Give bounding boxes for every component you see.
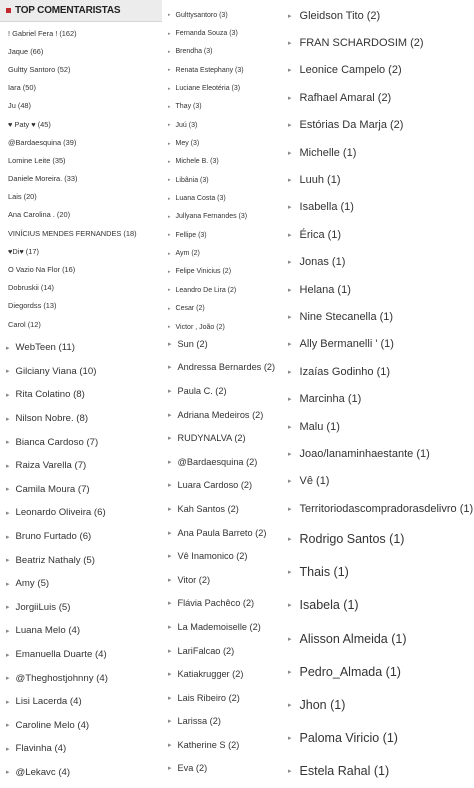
commenter-item[interactable] <box>6 383 162 407</box>
commenter-item[interactable] <box>168 79 298 97</box>
bullet-arrow-icon: ▸ <box>6 604 10 612</box>
bullet-arrow-icon: ▸ <box>288 450 292 458</box>
commenter-item[interactable] <box>168 403 293 427</box>
commenter-name[interactable]: Amy (5) <box>15 578 50 590</box>
commenter-item[interactable] <box>168 450 293 474</box>
commenter-item[interactable] <box>168 300 298 318</box>
commenter-item[interactable] <box>6 643 162 667</box>
commenter-item[interactable] <box>6 360 162 384</box>
commenter-item[interactable] <box>6 572 162 596</box>
commenter-name[interactable]: Carol (12) <box>8 319 41 329</box>
commenters-column-1-bottom <box>6 336 162 784</box>
commenter-name[interactable]: Victor , João (2) <box>175 323 225 331</box>
commenter-item[interactable] <box>168 639 293 663</box>
commenter-name[interactable]: Érica (1) <box>299 228 342 241</box>
commenter-name[interactable]: Jonas (1) <box>299 256 346 269</box>
bullet-arrow-icon: ▸ <box>6 722 10 730</box>
commenter-item[interactable] <box>168 43 298 61</box>
commenter-name[interactable]: Luana Melo (4) <box>15 625 81 637</box>
commenter-name[interactable]: Larissa (2) <box>177 716 221 727</box>
commenter-name[interactable]: Kah Santos (2) <box>177 503 239 514</box>
bullet-arrow-icon: ▸ <box>168 140 171 147</box>
commenter-item[interactable] <box>8 206 163 224</box>
bullet-arrow-icon: ▸ <box>288 40 292 48</box>
commenter-name[interactable]: Jullyana Fernandes (3) <box>175 213 248 221</box>
commenter-item[interactable] <box>288 589 474 622</box>
commenter-item[interactable] <box>8 224 163 242</box>
commenter-item[interactable] <box>288 139 474 166</box>
commenter-item[interactable] <box>288 522 474 555</box>
commenter-item[interactable] <box>288 84 474 111</box>
bullet-arrow-icon: ▸ <box>168 268 171 275</box>
bullet-arrow-icon: ▸ <box>168 364 172 372</box>
bullet-arrow-icon: ▸ <box>168 576 172 584</box>
commenter-item[interactable] <box>168 356 293 380</box>
bullet-arrow-icon: ▸ <box>6 462 10 470</box>
commenter-name[interactable]: Jaque (66) <box>8 46 44 56</box>
commenter-item[interactable] <box>8 42 163 60</box>
commenter-name[interactable]: Michelle (1) <box>299 146 357 159</box>
commenter-item[interactable] <box>6 548 162 572</box>
commenter-item[interactable] <box>288 221 474 248</box>
commenter-item[interactable] <box>6 478 162 502</box>
bullet-arrow-icon: ▸ <box>288 231 292 239</box>
commenter-item[interactable] <box>168 686 293 710</box>
commenter-name[interactable]: @Bardaesquina (2) <box>177 456 258 467</box>
bullet-arrow-icon: ▸ <box>168 250 171 257</box>
commenter-name[interactable]: Lisi Lacerda (4) <box>15 696 82 708</box>
commenter-item[interactable] <box>288 57 474 84</box>
commenter-item[interactable] <box>168 615 293 639</box>
commenter-item[interactable] <box>8 242 163 260</box>
bullet-arrow-icon: ▸ <box>168 177 171 184</box>
commenter-item[interactable] <box>288 385 474 412</box>
bullet-arrow-icon: ▸ <box>168 741 172 749</box>
bullet-arrow-icon: ▸ <box>288 286 292 294</box>
commenter-item[interactable] <box>168 592 293 616</box>
commenter-item[interactable] <box>8 97 163 115</box>
bullet-arrow-icon: ▸ <box>168 85 171 92</box>
bullet-arrow-icon: ▸ <box>288 423 292 431</box>
bullet-arrow-icon: ▸ <box>6 368 10 376</box>
commenter-name[interactable]: Rafhael Amaral (2) <box>299 91 392 104</box>
commenter-name[interactable]: Michele B. (3) <box>175 158 219 166</box>
commenter-item[interactable] <box>6 430 162 454</box>
commenter-item[interactable] <box>8 133 163 151</box>
commenter-item[interactable] <box>8 151 163 169</box>
bullet-arrow-icon: ▸ <box>168 694 172 702</box>
commenter-name[interactable]: Isabela (1) <box>299 598 359 613</box>
header-title: TOP COMENTARISTAS <box>15 5 121 16</box>
commenter-item[interactable] <box>6 525 162 549</box>
commenter-name[interactable]: LariFalcao (2) <box>177 645 235 656</box>
bullet-arrow-icon: ▸ <box>6 698 10 706</box>
commenter-item[interactable] <box>8 115 163 133</box>
commenter-item[interactable] <box>6 501 162 525</box>
commenter-name[interactable]: RUDYNALVA (2) <box>177 433 246 444</box>
bullet-arrow-icon: ▸ <box>168 411 172 419</box>
commenter-item[interactable] <box>168 662 293 686</box>
commenter-item[interactable] <box>168 263 298 281</box>
commenter-name[interactable]: Camila Moura (7) <box>15 483 90 495</box>
commenter-name[interactable]: @Lekavc (4) <box>15 766 71 778</box>
commenter-name[interactable]: Gultty Santoro (52) <box>8 64 71 74</box>
commenter-item[interactable] <box>288 688 474 721</box>
bullet-arrow-icon: ▸ <box>168 158 171 165</box>
commenter-name[interactable]: Gulttysantoro (3) <box>175 11 228 19</box>
bullet-arrow-icon: ▸ <box>6 745 10 753</box>
commenter-name[interactable]: Andressa Bernardes (2) <box>177 362 276 373</box>
commenter-item[interactable] <box>168 208 298 226</box>
bullet-arrow-icon: ▸ <box>6 344 10 352</box>
bullet-arrow-icon: ▸ <box>288 204 292 212</box>
commenter-name[interactable]: Joao/lanaminhaestante (1) <box>299 447 430 460</box>
commenter-name[interactable]: Nine Stecanella (1) <box>299 310 394 323</box>
bullet-arrow-icon: ▸ <box>288 341 292 349</box>
commenter-name[interactable]: Vê Inamonico (2) <box>177 551 248 562</box>
commenter-name[interactable]: Lais (20) <box>8 192 37 202</box>
commenter-name[interactable]: @Theghostjohnny (4) <box>15 672 108 684</box>
commenter-name[interactable]: Rodrigo Santos (1) <box>299 532 405 547</box>
bullet-arrow-icon: ▸ <box>288 735 292 743</box>
commenter-name[interactable]: ♥ Paty ♥ (45) <box>8 119 51 129</box>
commenter-item[interactable] <box>168 134 298 152</box>
commenter-item[interactable] <box>288 194 474 221</box>
commenter-item[interactable] <box>168 521 293 545</box>
commenter-item[interactable] <box>168 116 298 134</box>
commenter-item[interactable] <box>8 170 163 188</box>
commenter-name[interactable]: VINÍCIUS MENDES FERNANDES (18) <box>8 228 137 238</box>
bullet-arrow-icon: ▸ <box>6 651 10 659</box>
bullet-arrow-icon: ▸ <box>168 213 171 220</box>
commenter-item[interactable] <box>288 440 474 467</box>
commenter-name[interactable]: Fellipe (3) <box>175 231 207 239</box>
commenter-item[interactable] <box>288 112 474 139</box>
commenter-item[interactable] <box>288 29 474 56</box>
commenter-item[interactable] <box>8 188 163 206</box>
commenter-name[interactable]: Vitor (2) <box>177 574 211 585</box>
commenter-name[interactable]: Emanuella Duarte (4) <box>15 649 107 661</box>
bullet-arrow-icon: ▸ <box>168 340 172 348</box>
bullet-arrow-icon: ▸ <box>288 396 292 404</box>
bullet-arrow-icon: ▸ <box>288 635 292 643</box>
commenter-name[interactable]: Mey (3) <box>175 140 200 148</box>
commenter-name[interactable]: Bruno Furtado (6) <box>15 531 92 543</box>
bullet-arrow-icon: ▸ <box>168 48 171 55</box>
commenter-name[interactable]: ! Gabriel Fera ! (162) <box>8 28 77 38</box>
commenter-item[interactable] <box>288 755 474 788</box>
bullet-arrow-icon: ▸ <box>168 553 172 561</box>
commenter-item[interactable] <box>288 2 474 29</box>
bullet-arrow-icon: ▸ <box>288 701 292 709</box>
bullet-arrow-icon: ▸ <box>288 569 292 577</box>
commenter-name[interactable]: Gilciany Viana (10) <box>15 365 97 377</box>
commenter-name[interactable]: Caroline Melo (4) <box>15 719 90 731</box>
commenter-name[interactable]: Libânia (3) <box>175 176 209 184</box>
commenter-name[interactable]: FRAN SCHARDOSIM (2) <box>299 37 424 50</box>
commenter-name[interactable]: Alisson Almeida (1) <box>299 631 407 646</box>
commenter-name[interactable]: Dobruskii (14) <box>8 283 55 293</box>
commenter-item[interactable] <box>6 454 162 478</box>
commenter-item[interactable] <box>168 332 293 356</box>
commenter-name[interactable]: Luciane Eleotéria (3) <box>175 85 241 93</box>
commenter-name[interactable]: Vê (1) <box>299 475 330 488</box>
bullet-arrow-icon: ▸ <box>168 195 171 202</box>
bullet-arrow-icon: ▸ <box>168 482 172 490</box>
commenters-column-2-bottom <box>168 332 293 780</box>
commenter-item[interactable] <box>6 596 162 620</box>
bullet-arrow-icon: ▸ <box>6 769 10 777</box>
commenter-name[interactable]: Izaías Godinho (1) <box>299 365 391 378</box>
commenter-name[interactable]: Rita Colatino (8) <box>15 389 85 401</box>
commenter-name[interactable]: Raiza Varella (7) <box>15 460 87 472</box>
bullet-arrow-icon: ▸ <box>168 12 171 19</box>
commenter-name[interactable]: Thay (3) <box>175 103 202 111</box>
bullet-arrow-icon: ▸ <box>168 458 172 466</box>
commenter-item[interactable] <box>288 358 474 385</box>
commenter-name[interactable]: Flavinha (4) <box>15 743 67 755</box>
commenter-item[interactable] <box>168 98 298 116</box>
commenter-name[interactable]: Leonice Campelo (2) <box>299 64 402 77</box>
commenter-item[interactable] <box>288 556 474 589</box>
commenter-name[interactable]: Marcinha (1) <box>299 393 362 406</box>
commenter-name[interactable]: Fernanda Souza (3) <box>175 30 238 38</box>
commenter-item[interactable] <box>6 336 162 360</box>
commenter-name[interactable]: Daniele Moreira. (33) <box>8 174 78 184</box>
commenter-item[interactable] <box>168 757 293 781</box>
bullet-arrow-icon: ▸ <box>288 505 292 513</box>
commenter-item[interactable] <box>288 331 474 358</box>
commenter-item[interactable] <box>168 474 293 498</box>
commenter-item[interactable] <box>6 666 162 690</box>
bullet-arrow-icon: ▸ <box>288 368 292 376</box>
bullet-arrow-icon: ▸ <box>168 529 172 537</box>
bullet-arrow-icon: ▸ <box>6 439 10 447</box>
commenter-name[interactable]: O Vazio Na Flor (16) <box>8 265 76 275</box>
bullet-arrow-icon: ▸ <box>288 602 292 610</box>
commenter-name[interactable]: Malu (1) <box>299 420 340 433</box>
commenter-name[interactable]: Adriana Medeiros (2) <box>177 409 264 420</box>
top-commenters-header <box>0 0 162 22</box>
bullet-arrow-icon: ▸ <box>6 675 10 683</box>
commenter-item[interactable] <box>168 544 293 568</box>
commenter-item[interactable] <box>168 24 298 42</box>
commenter-name[interactable]: Diegordss (13) <box>8 301 57 311</box>
commenter-item[interactable] <box>168 226 298 244</box>
bullet-arrow-icon: ▸ <box>6 557 10 565</box>
commenter-item[interactable] <box>168 497 293 521</box>
commenter-item[interactable] <box>168 710 293 734</box>
commenter-name[interactable]: Aym (2) <box>175 250 200 258</box>
bullet-arrow-icon: ▸ <box>168 765 172 773</box>
commenter-name[interactable]: Eva (2) <box>177 763 208 774</box>
commenter-name[interactable]: Nilson Nobre. (8) <box>15 413 89 425</box>
commenter-item[interactable] <box>168 379 293 403</box>
commenter-item[interactable] <box>288 413 474 440</box>
commenter-name[interactable]: Estórias Da Marja (2) <box>299 119 404 132</box>
commenter-item[interactable] <box>288 249 474 276</box>
bullet-arrow-icon: ▸ <box>168 324 171 331</box>
commenter-item[interactable] <box>168 281 298 299</box>
commenter-item[interactable] <box>168 568 293 592</box>
bullet-arrow-icon: ▸ <box>288 94 292 102</box>
bullet-arrow-icon: ▸ <box>6 415 10 423</box>
commenters-column-1-top <box>8 24 163 333</box>
commenter-name[interactable]: Luuh (1) <box>299 174 341 187</box>
bullet-arrow-icon: ▸ <box>6 391 10 399</box>
bullet-arrow-icon: ▸ <box>168 647 172 655</box>
bullet-arrow-icon: ▸ <box>288 122 292 130</box>
bullet-arrow-icon: ▸ <box>168 718 172 726</box>
commenters-column-3 <box>288 2 474 788</box>
bullet-arrow-icon: ▸ <box>288 536 292 544</box>
commenter-name[interactable]: Ally Bermanelli ' (1) <box>299 338 394 351</box>
bullet-arrow-icon: ▸ <box>168 30 171 37</box>
bullet-arrow-icon: ▸ <box>168 435 172 443</box>
bullet-arrow-icon: ▸ <box>168 387 172 395</box>
commenter-name[interactable]: Katherine S (2) <box>177 739 240 750</box>
commenter-item[interactable] <box>6 619 162 643</box>
commenter-name[interactable]: Thais (1) <box>299 565 349 580</box>
commenter-name[interactable]: Isabella (1) <box>299 201 354 214</box>
commenters-column-2-top <box>168 6 298 338</box>
commenter-item[interactable] <box>168 6 298 24</box>
bullet-arrow-icon: ▸ <box>288 313 292 321</box>
commenter-name[interactable]: JorgiiLuis (5) <box>15 601 71 613</box>
commenter-name[interactable]: Jhon (1) <box>299 697 346 712</box>
commenter-item[interactable] <box>6 737 162 761</box>
commenter-name[interactable]: Paula C. (2) <box>177 385 227 396</box>
commenter-name[interactable]: La Mademoiselle (2) <box>177 621 261 632</box>
commenter-name[interactable]: Renata Estephany (3) <box>175 66 244 74</box>
bullet-arrow-icon: ▸ <box>6 533 10 541</box>
header-bullet-icon <box>6 8 11 13</box>
bullet-arrow-icon: ▸ <box>288 12 292 20</box>
commenter-name[interactable]: Cesar (2) <box>175 305 205 313</box>
commenter-name[interactable]: @Bardaesquina (39) <box>8 137 77 147</box>
commenter-name[interactable]: Lais Ribeiro (2) <box>177 692 240 703</box>
commenter-name[interactable]: Juú (3) <box>175 121 198 129</box>
bullet-arrow-icon: ▸ <box>168 287 171 294</box>
bullet-arrow-icon: ▸ <box>168 232 171 239</box>
bullet-arrow-icon: ▸ <box>168 600 172 608</box>
bullet-arrow-icon: ▸ <box>168 623 172 631</box>
commenter-name[interactable]: Flávia Pachêco (2) <box>177 598 255 609</box>
bullet-arrow-icon: ▸ <box>168 305 171 312</box>
commenter-name[interactable]: Felipe Vinicius (2) <box>175 268 232 276</box>
bullet-arrow-icon: ▸ <box>288 668 292 676</box>
commenter-name[interactable]: Paloma Viricio (1) <box>299 731 398 746</box>
commenter-name[interactable]: Beatriz Nathaly (5) <box>15 554 95 566</box>
commenter-item[interactable] <box>8 260 163 278</box>
bullet-arrow-icon: ▸ <box>288 478 292 486</box>
commenter-name[interactable]: ♥Di♥ (17) <box>8 246 39 256</box>
commenter-name[interactable]: Leonardo Oliveira (6) <box>15 507 106 519</box>
commenter-item[interactable] <box>168 244 298 262</box>
commenter-item[interactable] <box>8 297 163 315</box>
commenter-name[interactable]: Estela Rahal (1) <box>299 764 390 779</box>
bullet-arrow-icon: ▸ <box>168 67 171 74</box>
commenter-item[interactable] <box>8 315 163 333</box>
bullet-arrow-icon: ▸ <box>168 671 172 679</box>
commenter-item[interactable] <box>8 24 163 42</box>
commenter-name[interactable]: Ju (48) <box>8 101 32 111</box>
commenter-item[interactable] <box>168 171 298 189</box>
commenter-item[interactable] <box>288 166 474 193</box>
commenter-item[interactable] <box>168 189 298 207</box>
bullet-arrow-icon: ▸ <box>288 768 292 776</box>
commenter-name[interactable]: Lomine Leite (35) <box>8 155 66 165</box>
bullet-arrow-icon: ▸ <box>168 103 171 110</box>
commenter-item[interactable] <box>6 690 162 714</box>
bullet-arrow-icon: ▸ <box>6 486 10 494</box>
commenter-name[interactable]: Gleidson Tito (2) <box>299 9 381 22</box>
commenter-item[interactable] <box>8 60 163 78</box>
commenter-name[interactable]: Ana Paula Barreto (2) <box>177 527 267 538</box>
bullet-arrow-icon: ▸ <box>6 580 10 588</box>
commenter-name[interactable]: Pedro_Almada (1) <box>299 664 401 679</box>
commenter-item[interactable] <box>6 761 162 785</box>
bullet-arrow-icon: ▸ <box>168 122 171 129</box>
commenter-name[interactable]: Ana Carolina . (20) <box>8 210 71 220</box>
commenter-item[interactable] <box>8 79 163 97</box>
commenter-name[interactable]: Luana Costa (3) <box>175 195 226 203</box>
commenter-item[interactable] <box>288 276 474 303</box>
bullet-arrow-icon: ▸ <box>6 627 10 635</box>
commenter-item[interactable] <box>8 279 163 297</box>
commenter-name[interactable]: Bianca Cardoso (7) <box>15 436 99 448</box>
commenter-name[interactable]: Luara Cardoso (2) <box>177 480 253 491</box>
commenter-name[interactable]: Brendha (3) <box>175 48 213 56</box>
commenter-item[interactable] <box>288 655 474 688</box>
bullet-arrow-icon: ▸ <box>6 509 10 517</box>
commenter-name[interactable]: Leandro De Lira (2) <box>175 286 237 294</box>
bullet-arrow-icon: ▸ <box>288 67 292 75</box>
commenter-name[interactable]: Iara (50) <box>8 83 36 93</box>
commenter-name[interactable]: Sun (2) <box>177 338 208 349</box>
commenter-item[interactable] <box>288 303 474 330</box>
commenter-item[interactable] <box>168 426 293 450</box>
commenter-name[interactable]: Helana (1) <box>299 283 351 296</box>
commenter-name[interactable]: WebTeen (11) <box>15 342 75 354</box>
commenter-item[interactable] <box>288 495 474 522</box>
commenter-item[interactable] <box>288 622 474 655</box>
commenter-item[interactable] <box>6 407 162 431</box>
commenter-item[interactable] <box>288 468 474 495</box>
commenter-item[interactable] <box>168 153 298 171</box>
commenter-item[interactable] <box>6 714 162 738</box>
bullet-arrow-icon: ▸ <box>288 149 292 157</box>
bullet-arrow-icon: ▸ <box>168 505 172 513</box>
commenter-name[interactable]: Territoriodascompradorasdelivro (1) <box>299 502 474 515</box>
commenter-item[interactable] <box>288 722 474 755</box>
bullet-arrow-icon: ▸ <box>288 177 292 185</box>
commenter-item[interactable] <box>168 61 298 79</box>
commenter-item[interactable] <box>168 733 293 757</box>
bullet-arrow-icon: ▸ <box>288 259 292 267</box>
commenter-name[interactable]: Katiakrugger (2) <box>177 669 244 680</box>
